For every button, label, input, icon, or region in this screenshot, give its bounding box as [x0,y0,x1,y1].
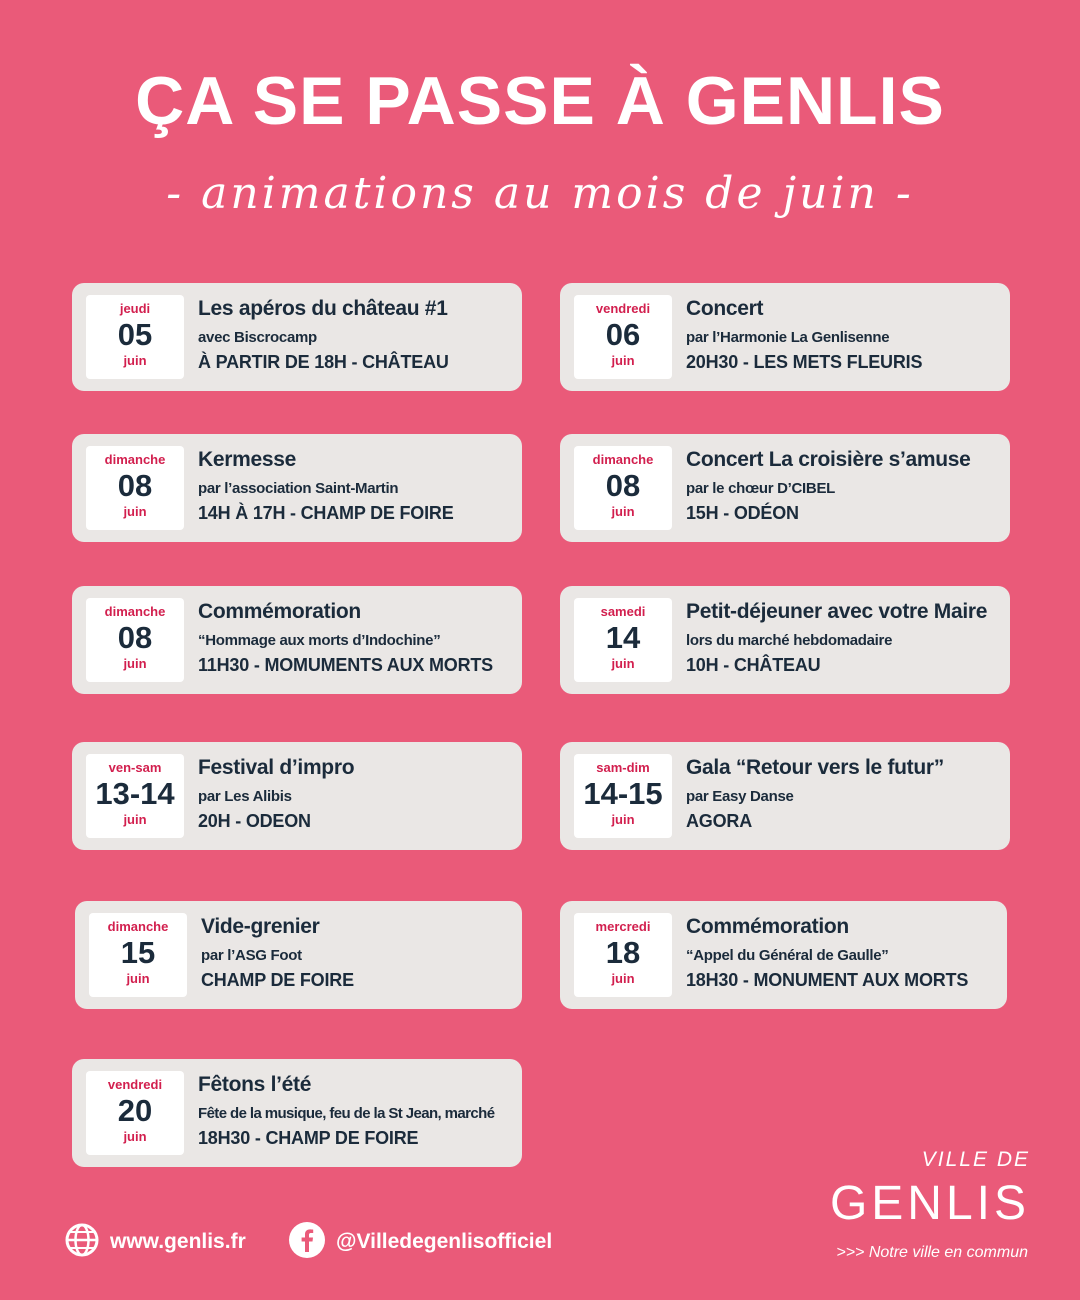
event-month: juin [611,812,635,827]
date-box [574,754,672,838]
date-box [574,446,672,530]
event-card[interactable] [72,1059,522,1167]
event-weekday: samedi [600,604,646,619]
event-title: Commémoration [198,600,361,623]
event-title: Fêtons l’été [198,1073,312,1096]
event-description: lors du marché hebdomadaire [686,632,893,649]
event-time-place: 14H À 17H - CHAMP DE FOIRE [198,503,454,523]
event-time-place: 18H30 - MONUMENT AUX MORTS [686,970,969,990]
event-weekday: dimanche [592,452,654,467]
event-month: juin [126,971,150,986]
date-box [86,754,184,838]
event-month: juin [123,1129,147,1144]
event-month: juin [611,504,635,519]
event-card[interactable] [560,434,1010,542]
event-card[interactable] [560,586,1010,694]
date-box [86,446,184,530]
date-box [574,913,672,997]
event-title: Gala “Retour vers le futur” [686,756,944,779]
event-card[interactable] [72,586,522,694]
event-day: 18 [605,935,641,970]
date-box [86,598,184,682]
event-time-place: 15H - ODÉON [686,503,799,523]
event-weekday: vendredi [595,301,651,316]
event-title: Festival d’impro [198,756,355,779]
event-time-place: AGORA [686,811,752,831]
event-description: par l’association Saint-Martin [198,480,399,497]
event-description: Fête de la musique, feu de la St Jean, marché [198,1105,495,1122]
event-time-place: 20H30 - LES METS FLEURIS [686,352,923,372]
event-month: juin [123,504,147,519]
website-link[interactable] [64,1222,246,1262]
event-description: “Appel du Général de Gaulle” [686,947,889,964]
event-description: par Les Alibis [198,788,292,805]
event-day: 08 [605,468,641,503]
event-title: Les apéros du château #1 [198,297,448,320]
event-month: juin [123,353,147,368]
date-box [86,1071,184,1155]
event-day: 08 [117,620,153,655]
event-title: Kermesse [198,448,297,471]
event-day: 13-14 [95,776,175,811]
event-time-place: 20H - ODEON [198,811,311,831]
logo-tagline: >>> Notre ville en commun [836,1244,1028,1261]
event-weekday: ven-sam [108,760,162,775]
date-box [574,598,672,682]
event-title: Petit-déjeuner avec votre Maire [686,600,988,623]
event-card[interactable] [72,742,522,850]
event-description: par l’Harmonie La Genlisenne [686,329,890,346]
event-day: 15 [120,935,156,970]
event-weekday: sam-dim [596,760,650,775]
event-title: Commémoration [686,915,849,938]
date-box [86,295,184,379]
event-day: 14-15 [583,776,663,811]
event-title: Concert La croisière s’amuse [686,448,971,471]
event-description: par l’ASG Foot [201,947,302,964]
event-month: juin [123,656,147,671]
event-card[interactable] [75,901,522,1009]
event-month: juin [123,812,147,827]
event-day: 14 [605,620,641,655]
event-day: 08 [117,468,153,503]
event-day: 20 [117,1093,153,1128]
date-box [89,913,187,997]
event-description: par Easy Danse [686,788,794,805]
event-weekday: vendredi [107,1077,163,1092]
event-card[interactable] [560,742,1010,850]
logo-ville-de: VILLE DE [921,1148,1030,1171]
event-description: avec Biscrocamp [198,329,317,346]
event-card[interactable] [72,283,522,391]
event-weekday: jeudi [119,301,151,316]
event-card[interactable] [560,901,1007,1009]
facebook-icon [288,1221,326,1264]
event-title: Concert [686,297,764,320]
event-card[interactable] [560,283,1010,391]
date-box [574,295,672,379]
event-time-place: CHAMP DE FOIRE [201,970,354,990]
event-month: juin [611,971,635,986]
event-month: juin [611,353,635,368]
event-time-place: À PARTIR DE 18H - CHÂTEAU [198,352,449,372]
page-title: ÇA SE PASSE À GENLIS [135,63,945,139]
event-weekday: mercredi [595,919,651,934]
facebook-link[interactable] [288,1222,552,1262]
event-day: 05 [117,317,153,352]
event-time-place: 11H30 - MOMUMENTS AUX MORTS [198,655,493,675]
event-description: par le chœur D’CIBEL [686,480,836,497]
event-weekday: dimanche [104,604,166,619]
event-time-place: 10H - CHÂTEAU [686,655,821,675]
globe-icon [64,1222,100,1263]
website-label: www.genlis.fr [110,1230,246,1253]
event-time-place: 18H30 - CHAMP DE FOIRE [198,1128,419,1148]
page-subtitle: - animations au mois de juin - [166,168,914,219]
event-description: “Hommage aux morts d’Indochine” [198,632,441,649]
event-weekday: dimanche [104,452,166,467]
event-day: 06 [605,317,641,352]
event-weekday: dimanche [107,919,169,934]
event-month: juin [611,656,635,671]
event-title: Vide-grenier [201,915,320,938]
event-card[interactable] [72,434,522,542]
facebook-label: @Villedegenlisofficiel [336,1230,553,1253]
logo-genlis: GENLIS [829,1177,1030,1230]
